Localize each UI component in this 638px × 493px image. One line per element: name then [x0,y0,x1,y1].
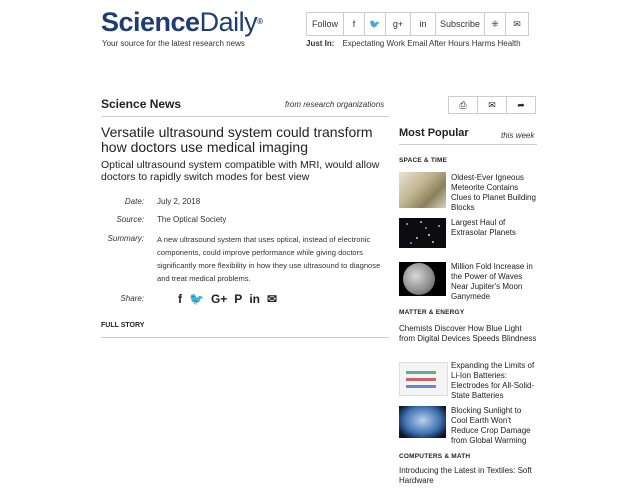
follow-bar [306,12,529,36]
story-link[interactable]: Chemists Discover How Blue Light from Digital Devices Speeds Blindness [399,324,537,343]
email-icon[interactable]: ✉ [477,97,506,113]
article-subheadline: Optical ultrasound system compatible with MRI, would allow doctors to rapidly switch modes for best view [101,159,380,183]
source-value: The Optical Society [157,215,227,224]
site-tagline: Your source for the latest research news [102,39,245,48]
facebook-icon[interactable]: f [178,292,182,306]
follow-label: Follow [311,19,338,29]
section-title[interactable]: Science News [101,97,182,111]
exoplanets-thumbnail[interactable] [399,218,446,248]
google-plus-icon[interactable]: G+ [210,292,228,306]
rss-icon[interactable]: ⁜ [484,13,505,35]
twitter-icon[interactable]: 🐦 [189,292,204,306]
share-icon[interactable]: ➦ [506,97,535,113]
full-story-label: FULL STORY [101,322,145,329]
category-heading[interactable]: COMPUTERS & MATH [399,453,471,460]
google-plus-icon[interactable]: g+ [385,13,410,35]
article-headline: Versatile ultrasound system could transform how doctors use medical imaging [101,124,373,155]
email-icon[interactable]: ✉ [505,13,528,35]
facebook-icon[interactable]: f [343,13,364,35]
story-link[interactable]: Expanding the Limits of Li-Ion Batteries: Electrodes for All-Solid-State Batteries [451,361,535,400]
email-icon[interactable]: ✉ [266,292,278,306]
pinterest-icon[interactable]: P [234,292,243,306]
just-in-link[interactable]: Expectating Work Email After Hours Harms Health [342,39,521,48]
star-field [399,218,446,248]
meteorite-thumbnail[interactable] [399,172,446,208]
article-tools [448,96,536,114]
logo-science: Science [101,7,200,37]
summary-text: A new ultrasound system that uses optical, instead of electronic components, could improve performance while giving doctors significantly more flexibility in how they use ultrasound to diagnose and treat medical problems. [157,235,381,283]
subscribe-button[interactable]: Subscribe [435,13,484,35]
section-divider [101,116,389,117]
story-link[interactable]: Oldest-Ever Igneous Meteorite Contains Clues to Planet Building Blocks [451,173,536,212]
date-label: Date: [124,197,144,206]
share-label: Share: [120,294,144,303]
summary-label: Summary: [107,234,144,243]
story-link[interactable]: Introducing the Latest in Textiles: Soft Hardware [399,466,532,485]
linkedin-icon[interactable]: in [249,292,260,306]
linkedin-icon[interactable]: in [410,13,435,35]
story-link[interactable]: Blocking Sunlight to Cool Earth Won't Reduce Crop Damage from Global Warming [451,406,531,445]
story-link[interactable]: Largest Haul of Extrasolar Planets [451,218,516,237]
source-label: Source: [116,215,144,224]
logo-registered: ® [257,17,263,26]
most-popular-title: Most Popular [399,127,469,139]
logo-daily: Daily [199,7,258,37]
sidebar-divider [399,144,537,145]
full-story-divider [101,337,389,338]
just-in-label: Just In: [306,39,335,48]
print-icon[interactable]: ⎙ [459,99,467,110]
moon-image [403,263,435,295]
story-link[interactable]: Million Fold Increase in the Power of Waves Near Jupiter's Moon Ganymede [451,262,533,301]
just-in-bar [306,39,521,48]
sciencedaily-logo[interactable] [101,7,263,37]
date-value: July 2, 2018 [157,197,201,206]
category-heading[interactable]: MATTER & ENERGY [399,309,465,316]
share-icons [178,292,277,306]
section-subtitle: from research organizations [285,100,385,109]
category-heading[interactable]: SPACE & TIME [399,157,448,164]
battery-thumbnail[interactable] [399,362,448,396]
earth-thumbnail[interactable] [399,406,446,438]
twitter-icon[interactable]: 🐦 [364,13,385,35]
ganymede-thumbnail[interactable] [399,262,446,296]
most-popular-period[interactable]: this week [501,131,535,140]
